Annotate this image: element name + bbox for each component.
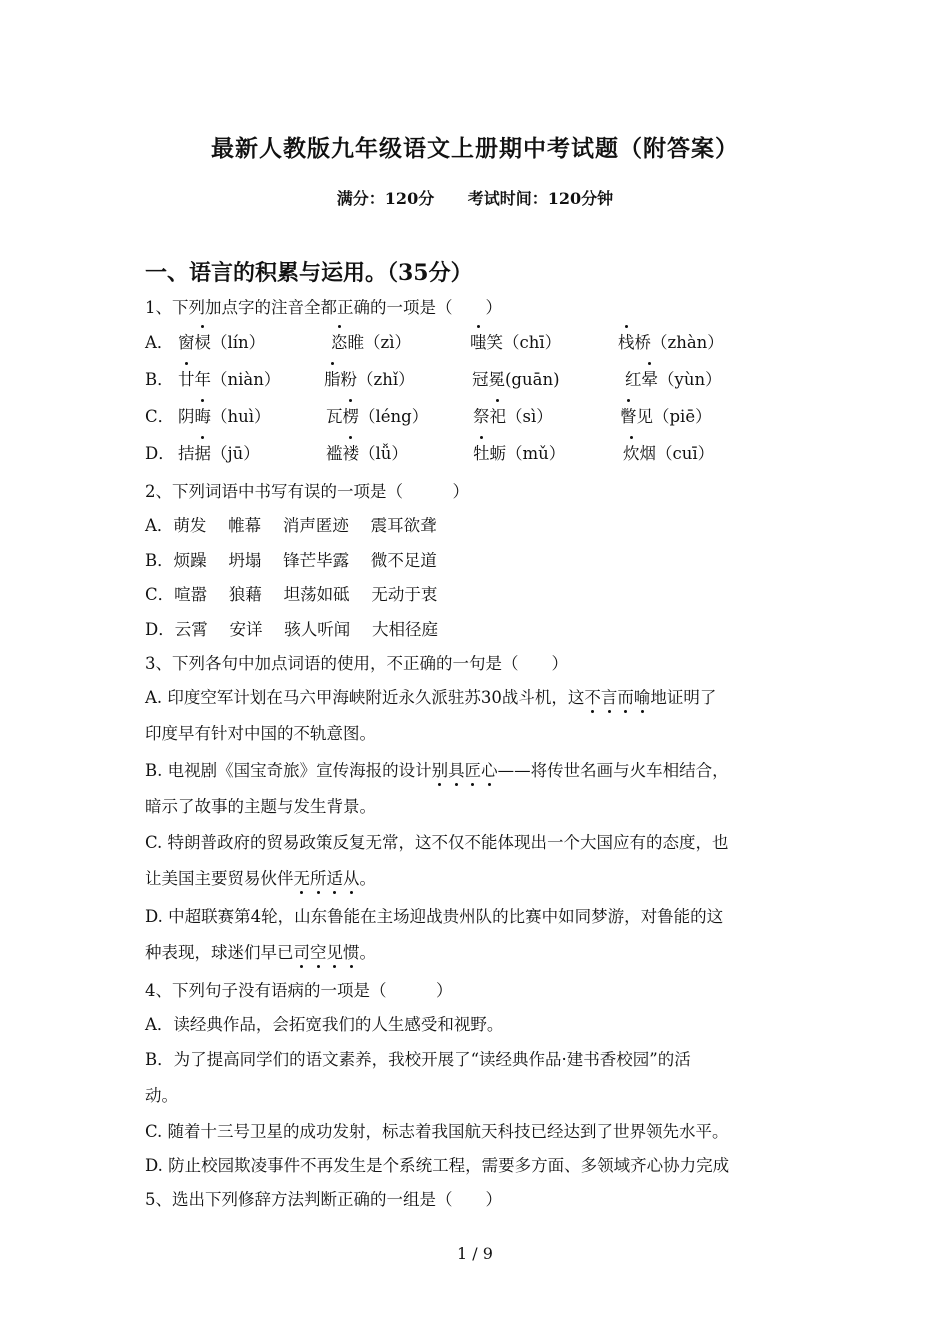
- q1-option-a-label: A．: [145, 333, 174, 352]
- q4-option-b-line1: B．为了提高同学们的语文素养，我校开展了“读经典作品·建书香校园”的活: [145, 1050, 691, 1069]
- q2-option-a: A．萌发 帷幕 消声匿迹 震耳欲聋: [145, 516, 437, 535]
- q1-d-word3: 牡蛎（mǔ）: [473, 440, 565, 464]
- q1-option-d-label: D．: [145, 444, 175, 463]
- q1-a-word4: 栈桥（zhàn）: [618, 329, 724, 353]
- q2-option-c: C．喧嚣 狼藉 坦荡如砥 无动于衷: [145, 585, 438, 604]
- q4-option-a: A．读经典作品，会拓宽我们的人生感受和视野。: [145, 1015, 504, 1034]
- section-heading: 一、语言的积累与运用。（35分）: [145, 260, 473, 286]
- page-number: 1 / 9: [457, 1244, 493, 1263]
- q3-option-d-line2: 种表现，球迷们早已司空见惯。: [145, 939, 376, 963]
- question-2-stem: 2、下列词语中书写有误的一项是（ ）: [145, 482, 469, 501]
- q1-c-word2: 瓦楞（léng）: [326, 403, 428, 427]
- q2-option-d: D．云霄 安详 骇人听闻 大相径庭: [145, 620, 438, 639]
- q3-option-c-line1: C. 特朗普政府的贸易政策反复无常，这不仅不能体现出一个大国应有的态度，也: [145, 833, 729, 852]
- q1-b-word1: 廿年（niàn）: [178, 366, 280, 390]
- q3-option-b-line2: 暗示了故事的主题与发生背景。: [145, 797, 376, 816]
- q1-c-word4: 瞥见（piē）: [620, 403, 712, 427]
- q1-d-word1: 拮据（jū）: [178, 440, 260, 464]
- q1-c-word3: 祭祀（sì）: [473, 403, 553, 427]
- q3-option-a-line1: A. 印度空军计划在马六甲海峡附近永久派驻苏30战斗机，这不言而喻地证明了: [145, 684, 716, 708]
- q3-option-a-line2: 印度早有针对中国的不轨意图。: [145, 724, 376, 743]
- q1-a-word1: 窗棂（lín）: [178, 329, 265, 353]
- q1-c-word1: 阴晦（huì）: [178, 403, 271, 427]
- question-5-stem: 5、选出下列修辞方法判断正确的一组是（ ）: [145, 1190, 502, 1209]
- q1-a-word2: 恣睢（zì）: [331, 329, 411, 353]
- q3-option-c-line2: 让美国主要贸易伙伴无所适从。: [145, 865, 376, 889]
- q1-b-word4: 红晕（yùn）: [625, 366, 722, 390]
- q1-option-c-label: C．: [145, 407, 175, 426]
- q1-d-word2: 褴褛（lǚ）: [326, 440, 408, 464]
- q2-option-b: B．烦躁 坍塌 锋芒毕露 微不足道: [145, 551, 437, 570]
- full-score: 满分：120分: [336, 189, 435, 208]
- exam-time: 考试时间：120分钟: [467, 189, 614, 208]
- q1-option-b-label: B．: [145, 370, 174, 389]
- q4-option-d: D. 防止校园欺凌事件不再发生是个系统工程，需要多方面、多领域齐心协力完成: [145, 1156, 730, 1175]
- page-title: 最新人教版九年级语文上册期中考试题（附答案）: [211, 135, 739, 162]
- q3-option-b-line1: B. 电视剧《国宝奇旅》宣传海报的设计别具匠心——将传世名画与火车相结合，: [145, 757, 729, 781]
- q4-option-b-line2: 动。: [145, 1086, 178, 1105]
- q3-option-d-line1: D. 中超联赛第4轮，山东鲁能在主场迎战贵州队的比赛中如同梦游，对鲁能的这: [145, 907, 724, 926]
- q1-d-word4: 炊烟（cuī）: [623, 440, 714, 464]
- exam-info: [0, 186, 950, 209]
- question-3-stem: 3、下列各句中加点词语的使用，不正确的一句是（ ）: [145, 654, 568, 673]
- q1-a-word3: 嗤笑（chī）: [470, 329, 561, 353]
- q4-option-c: C. 随着十三号卫星的成功发射，标志着我国航天科技已经达到了世界领先水平。: [145, 1122, 729, 1141]
- question-4-stem: 4、下列句子没有语病的一项是（ ）: [145, 981, 453, 1000]
- q1-b-word3: 冠冕(guān): [472, 370, 560, 389]
- q1-b-word2: 脂粉（zhǐ）: [324, 366, 415, 390]
- question-1-stem: 1、下列加点字的注音全都正确的一项是（ ）: [145, 298, 502, 317]
